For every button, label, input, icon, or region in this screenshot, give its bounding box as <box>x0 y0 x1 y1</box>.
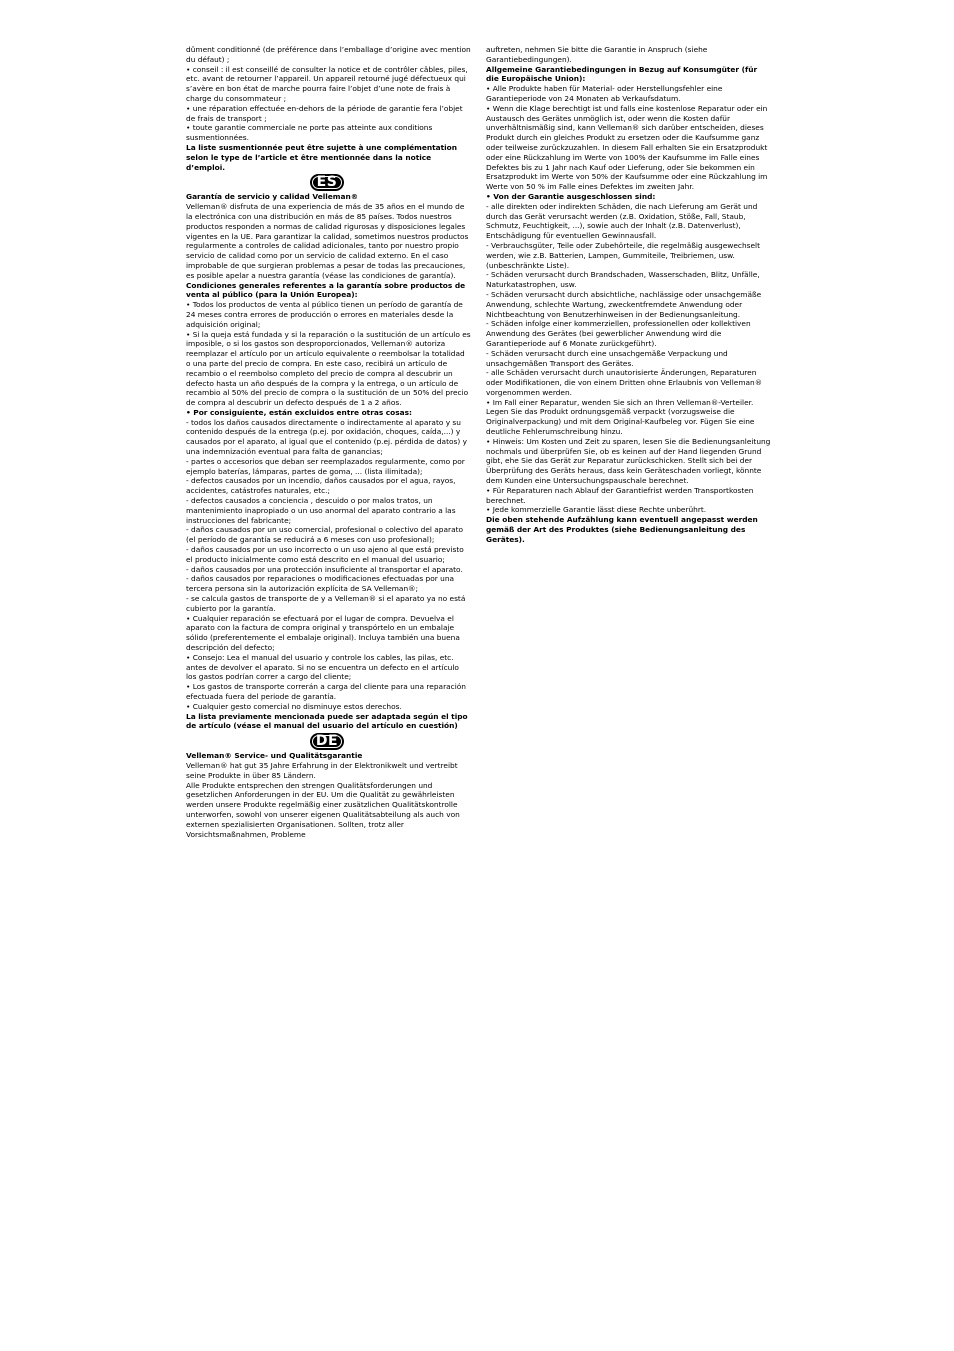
es-title: Garantía de servicio y calidad Velleman® <box>186 192 359 202</box>
de-exclusion: - Schäden verursacht durch Brandschaden, Wasserschaden, Blitz, Unfälle, Naturkatastrophen, usw. <box>486 270 760 290</box>
de-language-badge: DE <box>310 733 344 750</box>
es-intro: Velleman® disfruta de una experiencia de más de 35 años en el mundo de la electrónica con una distribución en más de 85 países. Todos nuestros productos responden a normas de calidad rigurosas y disposiciones legales vigentes en la UE. Para garantizar la calidad, sometimos nuestros productos regularmente a controles de calidad adicionales, tanto por nuestro propio servicio de calidad como por un servicio de calidad externo. En el caso improbable de que surgieran problemas a pesar de todas las precauciones, es posible apelar a nuestra garantía (véase las condiciones de garantía). <box>186 202 469 280</box>
de-exclusion: • Jede kommerzielle Garantie lässt diese Rechte unberührt. <box>486 505 707 515</box>
es-exclusion: • Consejo: Lea el manual del usuario y controle los cables, las pilas, etc. antes de devolver el aparato. Si no se encuentra un defecto en el artículo los gastos podrían correr a cargo del cliente; <box>186 652 459 682</box>
de-exclusion: • Im Fall einer Reparatur, wenden Sie sich an Ihren Velleman®-Verteiler. Legen Sie das Produkt ordnungsgemäß verpackt (vorzugsweise die Originalverpackung) und mit dem Original-Kaufbeleg vor. Fügen Sie eine deutliche Fehlerumschreibung hinzu. <box>486 397 755 437</box>
de-exclusion: - Schäden verursacht durch eine unsachgemäße Verpackung und unsachgemäßen Transport des Gerätes. <box>486 348 728 368</box>
es-exclusion: - se calcula gastos de transporte de y a Velleman® si el aparato ya no está cubierto por la garantía. <box>186 594 466 613</box>
fr-item: dûment conditionné (de préférence dans l’emballage d’origine avec mention du défaut) ; <box>186 45 471 64</box>
de-exclusion: • Hinweis: Um Kosten und Zeit zu sparen, lesen Sie die Bedienungsanleitung nochmals und überprüfen Sie, ob es keinen auf der Hand liegenden Grund gibt, ehe Sie das Gerät zur Reparatur zurückschicken. Stellt sich bei der Überprüfung des Geräts heraus, dass kein Geräteschaden vorliegt, könnte dem Kunden eine Untersuchungspauschale berechnet. <box>486 436 771 486</box>
es-exclusion: • Los gastos de transporte correrán a carga del cliente para una reparación efectuada fuera del periode de garantía. <box>186 682 466 701</box>
de-exclusion: - Verbrauchsgüter, Teile oder Zubehörteile, die regelmäßig ausgewechselt werden, wie z.B. Batterien, Lampen, Gummiteile, Treibriemen, usw. (unbeschränkte Liste). <box>486 240 760 270</box>
es-language-badge: ES <box>310 174 344 191</box>
de-exclusion: - alle direkten oder indirekten Schäden, die nach Lieferung am Gerät und durch das Gerät verursacht werden (z.B. Oxidation, Stöße, Fall, Staub, Schmutz, Feuchtigkeit, ...), sowie auch der Inhalt (z.B. Datenverlust), Entschädigung für eventuellen Gewinnausfall. <box>486 201 758 241</box>
de-intro-2: Alle Produkte entsprechen den strengen Qualitätsforderungen und gesetzlichen Anforderungen in der EU. Um die Qualität zu gewährleisten werden unsere Produkte regelmäßig einer zusätzlichen Qualitätskontrolle unterworfen, sowohl von unserer eigenen Qualitätsabteilung als auch von externen spezialisierten Organisationen. Sollten, trotz aller Vorsichtsmaßnahmen, Probleme <box>186 780 460 839</box>
de-item: • Wenn die Klage berechtigt ist und falls eine kostenlose Reparatur oder ein Austausch des Gerätes unmöglich ist, oder wenn die Kosten dafür unverhältnismäßig sind, kann Velleman® sich darüber entscheiden, dieses Produkt durch ein gleiches Produkt zu ersetzen oder die Kaufsumme ganz oder teilweise zurückzuzahlen. In diesem Fall erhalten Sie ein Ersatzprodukt oder eine Rückzahlung im Werte von 100% der Kaufsumme im Falle eines Defektes bis zu 1 Jahr nach Kauf oder Lieferung, oder Sie bekommen ein Ersatzprodukt im Werte von 50% der Kaufsumme oder eine Rückzahlung im Werte von 50 % im Falle eines Defektes im zweiten Jahr. <box>486 103 768 192</box>
de-title: Velleman® Service- und Qualitätsgarantie <box>186 751 363 761</box>
es-exclusion: • Cualquier reparación se efectuará por el lugar de compra. Devuelva el aparato con la factura de compra original y transpórtelo en un embalaje sólido (preferentemente el embalaje original). Incluya también una buena descripción del defecto; <box>186 613 460 653</box>
left-column <box>186 45 471 839</box>
es-exclusion: - partes o accesorios que deban ser reemplazados regularmente, como por ejemplo baterías, lámparas, partes de goma, ... (lista ilimitada); <box>186 456 465 476</box>
es-exclusion: - defectos causados por un incendio, daños causados por el agua, rayos, accidentes, catástrofes naturales, etc.; <box>186 476 456 496</box>
de-badge-wrap <box>186 733 471 751</box>
de-conditions-title: Allgemeine Garantiebedingungen in Bezug auf Konsumgüter (für die Europäische Union): <box>486 64 758 84</box>
es-item: • Todos los productos de venta al público tienen un período de garantía de 24 meses contra errores de producción o errores en materiales desde la adquisición original; <box>186 300 463 329</box>
de-exclusion: - alle Schäden verursacht durch unautorisierte Änderungen, Reparaturen oder Modifikationen, die von einem Dritten ohne Erlaubnis von Velleman® vorgenommen werden. <box>486 368 763 397</box>
es-item: • Si la queja está fundada y si la reparación o la sustitución de un artículo es imposible, o si los gastos son desproporcionados, Velleman® autoriza reemplazar el artículo por un artículo equivalente o reembolsar la totalidad o una parte del precio de compra. En este caso, recibirá un artículo de recambio o el reembolso completo del precio de compra al descubrir un defecto hasta un año después de la compra y la entrega, o un artículo de recambio al 50% del precio de compra o la sustitución de un 50% del precio de compra al descubrir un defecto después de 1 a 2 años. <box>186 329 471 408</box>
de-item: • Alle Produkte haben für Material- oder Herstellungsfehler eine Garantieperiode von 24 Monaten ab Verkaufsdatum. <box>486 84 723 103</box>
fr-note: La liste susmentionnée peut être sujette à une complémentation selon le type de l’article et être mentionnée dans la notice d’emploi. <box>186 142 458 172</box>
de-exclusion: - Schäden infolge einer kommerziellen, professionellen oder kollektiven Anwendung des Gerätes (bei gewerblicher Anwendung wird die Garantieperiode auf 6 Monate zurückgeführt). <box>486 319 751 348</box>
fr-item: • une réparation effectuée en-dehors de la période de garantie fera l’objet de frais de transport ; <box>186 103 463 123</box>
es-exclusion: - daños causados por un uso comercial, profesional o colectivo del aparato (el período de garantía se reducirá a 6 meses con uso profesional); <box>186 525 464 545</box>
de-exclusions-title: • Von der Garantie ausgeschlossen sind: <box>486 191 656 201</box>
es-exclusion: - todos los daños causados directamente o indirectamente al aparato y su contenido después de la entrega (p.ej. por oxidación, choques, caída,...) y causados por el aparato, al igual que el contenido (p.ej. pérdida de datos) y una indemnización eventual para falta de ganancias; <box>186 417 467 457</box>
es-exclusion: - defectos causados a conciencia , descuido o por malos tratos, un mantenimiento inapropiado o un uso anormal del aparato contrario a las instrucciones del fabricante; <box>186 496 456 525</box>
es-exclusions-title: • Por consiguiente, están excluidos entre otras cosas: <box>186 407 412 417</box>
fr-item: • conseil : il est conseillé de consulter la notice et de contrôler câbles, piles, etc. avant de retourner l’appareil. Un appareil retourné jugé défectueux qui s’avère en bon état de marche pourra faire l’objet d’une note de frais à charge du consommateur ; <box>186 64 468 103</box>
de-note: Die oben stehende Aufzählung kann eventuell angepasst werden gemäß der Art des Produktes (siehe Bedienungsanleitung des Gerätes). <box>486 515 758 544</box>
de-continued: auftreten, nehmen Sie bitte die Garantie in Anspruch (siehe Garantiebedingungen). <box>486 45 708 64</box>
de-intro: Velleman® hat gut 35 Jahre Erfahrung in der Elektronikwelt und vertreibt seine Produkte in über 85 Ländern. <box>186 760 458 780</box>
es-badge-wrap <box>186 174 471 192</box>
es-note: La lista previamente mencionada puede ser adaptada según el tipo de artículo (véase el manual del usuario del artículo en cuestión) <box>186 711 468 731</box>
es-exclusion: - daños causados por una protección insuficiente al transportar el aparato. <box>186 564 463 574</box>
de-exclusion: • Für Reparaturen nach Ablauf der Garantiefrist werden Transportkosten berechnet. <box>486 485 754 505</box>
fr-item: • toute garantie commerciale ne porte pas atteinte aux conditions susmentionnées. <box>186 123 433 143</box>
de-exclusion: - Schäden verursacht durch absichtliche, nachlässige oder unsachgemäße Anwendung, schlechte Wartung, zweckentfremdete Anwendung oder Nichtbeachtung von Benutzerhinweisen in der Bedienungsanleitung. <box>486 289 762 319</box>
es-conditions-title: Condiciones generales referentes a la garantía sobre productos de venta al público (para la Unión Europea): <box>186 280 466 300</box>
es-exclusion: - daños causados por un uso incorrecto o un uso ajeno al que está previsto el producto inicialmente como está descrito en el manual del usuario; <box>186 545 464 564</box>
es-exclusion: - daños causados por reparaciones o modificaciones efectuadas por una tercera persona sin la autorización explícita de SA Velleman®; <box>186 574 455 594</box>
right-column <box>486 45 771 545</box>
es-exclusion: • Cualquier gesto comercial no disminuye estos derechos. <box>186 701 402 711</box>
